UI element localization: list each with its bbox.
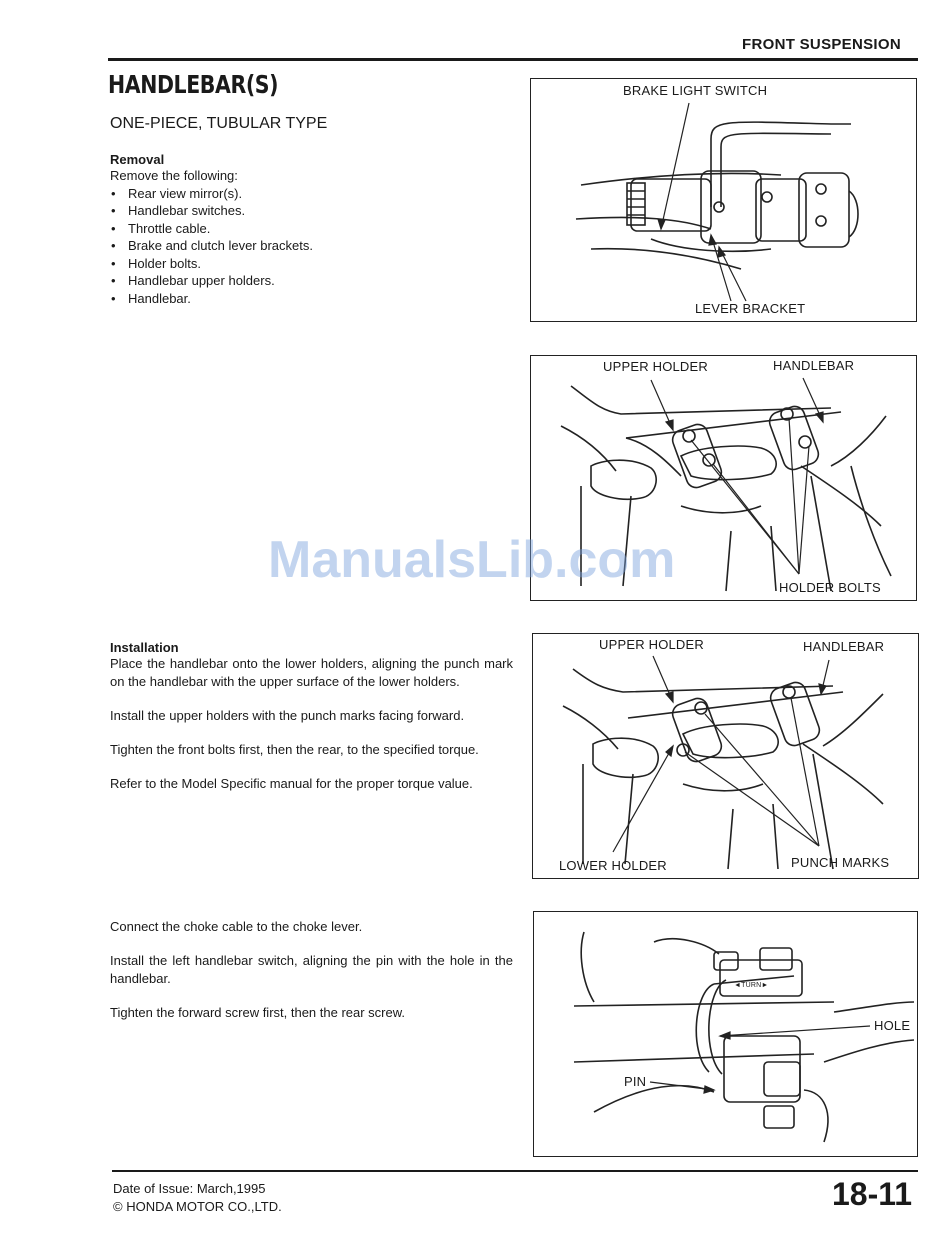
switch-section <box>110 918 513 1022</box>
list-item: • Handlebar. <box>110 290 313 308</box>
lever-bracket-label: LEVER BRACKET <box>695 301 806 316</box>
page-number: 18-11 <box>832 1176 913 1212</box>
footer-rule <box>112 1170 918 1172</box>
handlebar-label: HANDLEBAR <box>773 358 855 373</box>
brake-light-switch-label: BRAKE LIGHT SWITCH <box>623 83 768 98</box>
switch-paragraph: Install the left handlebar switch, aligning the pin with the hole in the handlebar. <box>110 953 513 986</box>
footer-text <box>113 1180 282 1216</box>
installation-paragraph: Place the handlebar onto the lower holders, aligning the punch mark on the handlebar with the upper surface of the lower holders. <box>110 656 513 689</box>
switch-paragraph: Connect the choke cable to the choke lever. <box>110 919 363 934</box>
removal-list <box>110 185 313 308</box>
installation-heading: Installation <box>110 640 179 655</box>
handlebar-label: HANDLEBAR <box>803 639 885 654</box>
header-rule <box>108 58 918 61</box>
brake-switch-illustration <box>531 79 916 321</box>
pin-label: PIN <box>624 1074 647 1089</box>
page-title: HANDLEBAR(S) <box>108 70 279 99</box>
punch-marks-illustration <box>533 634 918 878</box>
removal-intro: Remove the following: <box>110 168 238 183</box>
switch-pin-illustration <box>534 912 917 1156</box>
switch-turn-marking: ◄TURN► <box>734 982 769 989</box>
holder-bolts-label: HOLDER BOLTS <box>779 580 881 595</box>
punch-marks-label: PUNCH MARKS <box>791 855 890 870</box>
figure-brake-switch <box>530 78 917 322</box>
switch-paragraph: Tighten the forward screw first, then the rear screw. <box>110 1005 406 1020</box>
upper-holder-label: UPPER HOLDER <box>599 637 704 652</box>
removal-section <box>110 152 313 307</box>
hole-label: HOLE <box>874 1018 911 1033</box>
installation-paragraph: Refer to the Model Specific manual for the proper torque value. <box>110 776 473 791</box>
lower-holder-label: LOWER HOLDER <box>559 858 667 873</box>
installation-paragraph: Install the upper holders with the punch marks facing forward. <box>110 708 465 723</box>
removal-heading: Removal <box>110 152 165 167</box>
list-item: • Throttle cable. <box>110 220 313 238</box>
section-header: FRONT SUSPENSION <box>742 36 901 53</box>
installation-section <box>110 640 513 793</box>
figure-punch-marks <box>532 633 919 879</box>
list-item: • Handlebar switches. <box>110 202 313 220</box>
copyright: © HONDA MOTOR CO.,LTD. <box>113 1199 282 1214</box>
list-item: • Handlebar upper holders. <box>110 272 313 290</box>
figure-switch-pin <box>533 911 918 1157</box>
watermark: ManualsLib.com <box>268 531 676 589</box>
upper-holder-label: UPPER HOLDER <box>603 359 708 374</box>
list-item: • Brake and clutch lever brackets. <box>110 237 313 255</box>
list-item: • Rear view mirror(s). <box>110 185 313 203</box>
issue-date: Date of Issue: March,1995 <box>113 1181 266 1196</box>
installation-paragraph: Tighten the front bolts first, then the rear, to the specified torque. <box>110 742 479 757</box>
list-item: • Holder bolts. <box>110 255 313 273</box>
page-subtitle: ONE-PIECE, TUBULAR TYPE <box>110 115 328 132</box>
